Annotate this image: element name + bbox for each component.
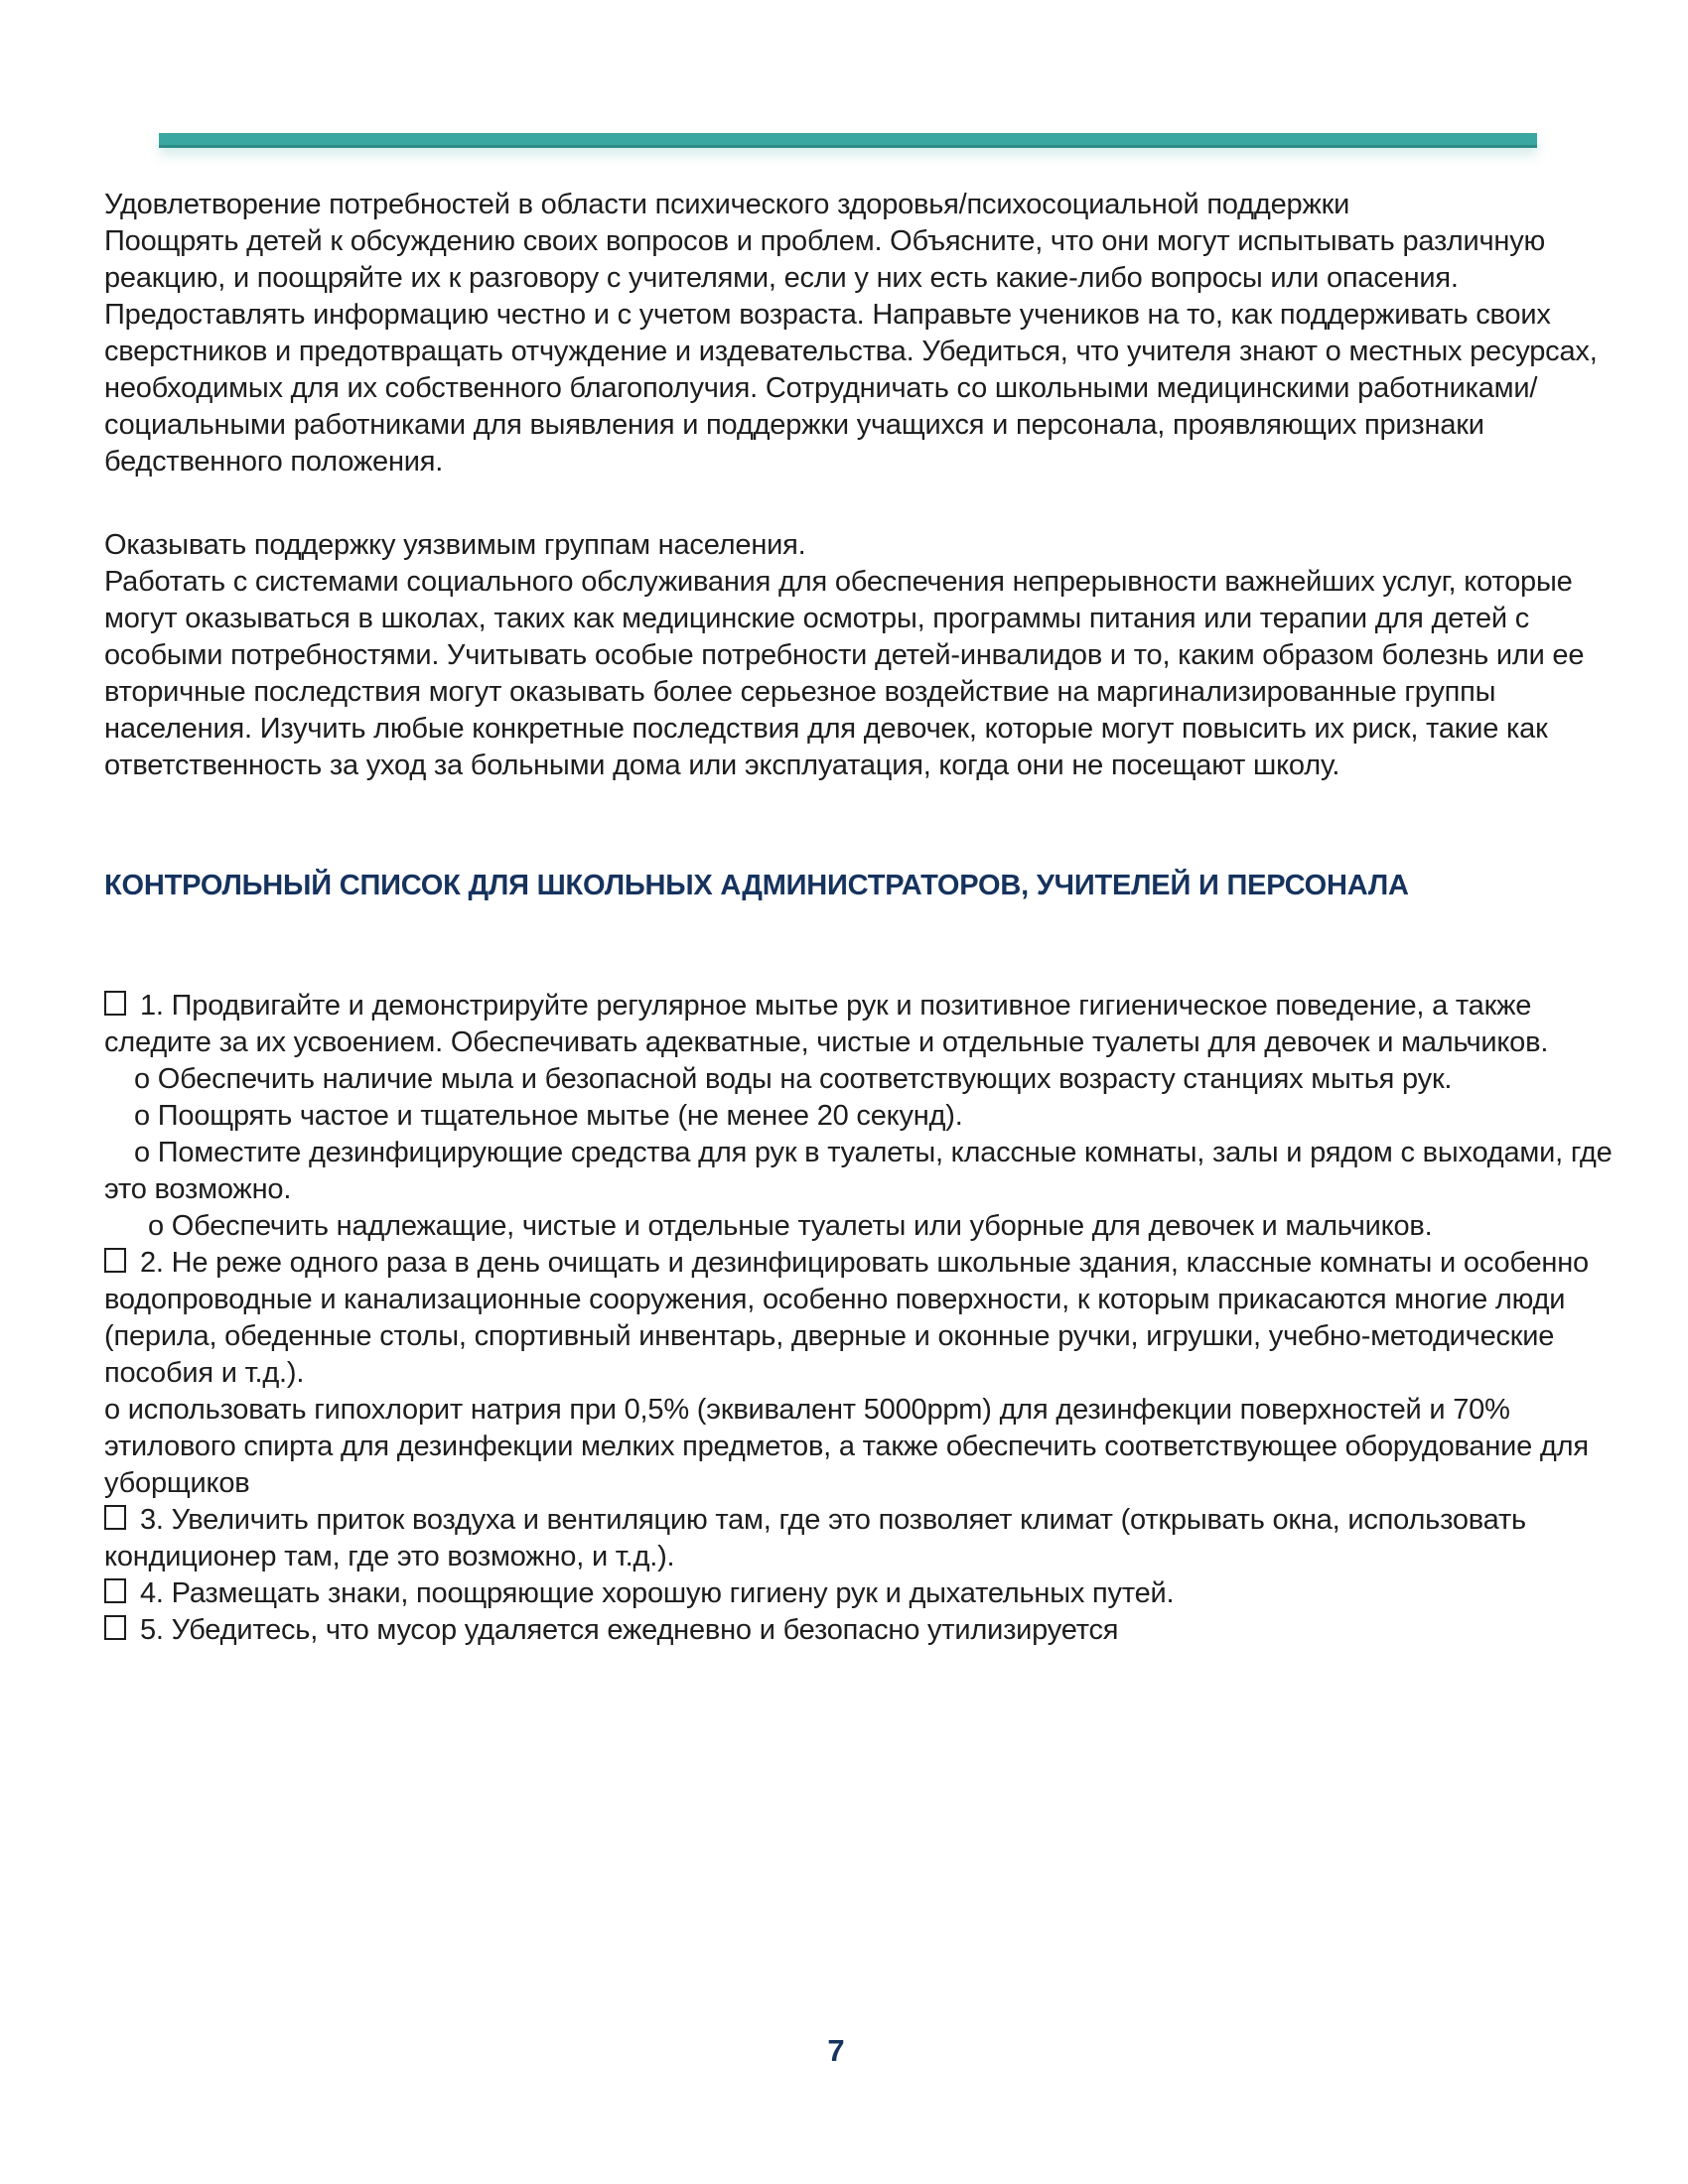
checklist-item-text: 5. Убедитесь, что мусор удаляется ежедневно и безопасно утилизируется <box>140 1614 1119 1646</box>
checklist-sub-item-text: о использовать гипохлорит натрия при 0,5% (эквивалент 5000ppm) для дезинфекции поверхностей и 70% этилового спирта для дезинфекции мелких предметов, а также обеспечить соответствующее оборудование для уборщиков <box>104 1394 1589 1499</box>
accent-bar <box>159 133 1537 148</box>
paragraph-title-line: Оказывать поддержку уязвимым группам населения. <box>104 529 806 561</box>
checklist-item-4 <box>104 1575 1621 1612</box>
checklist-sub-item <box>104 1135 1621 1208</box>
checklist-sub-item-text: о Обеспечить надлежащие, чистые и отдельные туалеты или уборные для девочек и мальчиков. <box>148 1210 1433 1242</box>
checklist-sub-item-text: о Обеспечить наличие мыла и безопасной воды на соответствующих возрасту станциях мытья рук. <box>134 1063 1453 1095</box>
checklist-item-2 <box>104 1245 1621 1392</box>
checklist-item-text: 3. Увеличить приток воздуха и вентиляцию там, где это позволяет климат (открывать окна, использовать кондиционер там, где это возможно, и т.д.). <box>104 1504 1526 1572</box>
checklist-item-1 <box>104 988 1621 1061</box>
checklist-item-3 <box>104 1502 1621 1575</box>
paragraph-body-text: Работать с системами социального обслуживания для обеспечения непрерывности важнейших услуг, которые могут оказываться в школах, таких как медицинские осмотры, программы питания или терапии для детей с особыми потребностями. Учитывать особые потребности детей-инвалидов и то, каким образом болезнь или ее вторичные последствия могут оказывать более серьезное воздействие на маргинализированные группы населения. Изучить любые конкретные последствия для девочек, которые могут повысить их риск, такие как ответственность за уход за больными дома или эксплуатация, когда они не посещают школу. <box>104 566 1585 781</box>
checklist-sub-item <box>104 1098 1621 1135</box>
checklist-item-5 <box>104 1612 1621 1649</box>
checklist-item-text: 4. Размещать знаки, поощряющие хорошую гигиену рук и дыхательных путей. <box>140 1577 1175 1609</box>
checklist-item-text: 2. Не реже одного раза в день очищать и дезинфицировать школьные здания, классные комнаты и особенно водопроводные и канализационные сооружения, особенно поверхности, к которым прикасаются многие люди (перила, обеденные столы, спортивный инвентарь, дверные и оконные ручки, игрушки, учебно-методические пособия и т.д.). <box>104 1247 1589 1389</box>
paragraph-vulnerable-groups <box>104 527 1621 784</box>
section-heading: КОНТРОЛЬНЫЙ СПИСОК ДЛЯ ШКОЛЬНЫХ АДМИНИСТРАТОРОВ, УЧИТЕЛЕЙ И ПЕРСОНАЛА <box>104 870 1409 901</box>
checklist-item-text: 1. Продвигайте и демонстрируйте регулярное мытье рук и позитивное гигиеническое поведение, а также следите за их усвоением. Обеспечивать адекватные, чистые и отдельные туалеты для девочек и мальчиков. <box>104 990 1549 1058</box>
checklist-sub-item <box>104 1392 1621 1502</box>
checkbox-icon <box>104 1578 126 1603</box>
checklist-sub-item <box>104 1208 1621 1245</box>
checkbox-icon <box>104 1248 126 1273</box>
checklist-sub-item <box>104 1061 1621 1098</box>
checkbox-icon <box>104 1505 126 1530</box>
paragraph-body-text: Поощрять детей к обсуждению своих вопросов и проблем. Объясните, что они могут испытывать различную реакцию, и поощряйте их к разговору с учителями, если у них есть какие-либо вопросы или опасения. Предоставлять информацию честно и с учетом возраста. Направьте учеников на то, как поддерживать своих сверстников и предотвращать отчуждение и издевательства. Убедиться, что учителя знают о местных ресурсах, необходимых для их собственного благополучия. Сотрудничать со школьными медицинскими работниками/социальными работниками для выявления и поддержки учащихся и персонала, проявляющих признаки бедственного положения. <box>104 225 1598 478</box>
checklist-sub-item-text: о Поощрять частое и тщательное мытье (не менее 20 секунд). <box>134 1100 963 1132</box>
paragraph-title-line: Удовлетворение потребностей в области психического здоровья/психосоциальной поддержки <box>104 189 1350 220</box>
intro-section <box>104 187 1621 784</box>
checklist-section <box>104 988 1621 1649</box>
checklist-sub-item-text: о Поместите дезинфицирующие средства для рук в туалеты, классные комнаты, залы и рядом с выходами, где это возможно. <box>104 1137 1613 1205</box>
page-number: 7 <box>827 2033 845 2068</box>
checkbox-icon <box>104 1615 126 1640</box>
checkbox-icon <box>104 991 126 1016</box>
paragraph-mental-health <box>104 187 1621 480</box>
